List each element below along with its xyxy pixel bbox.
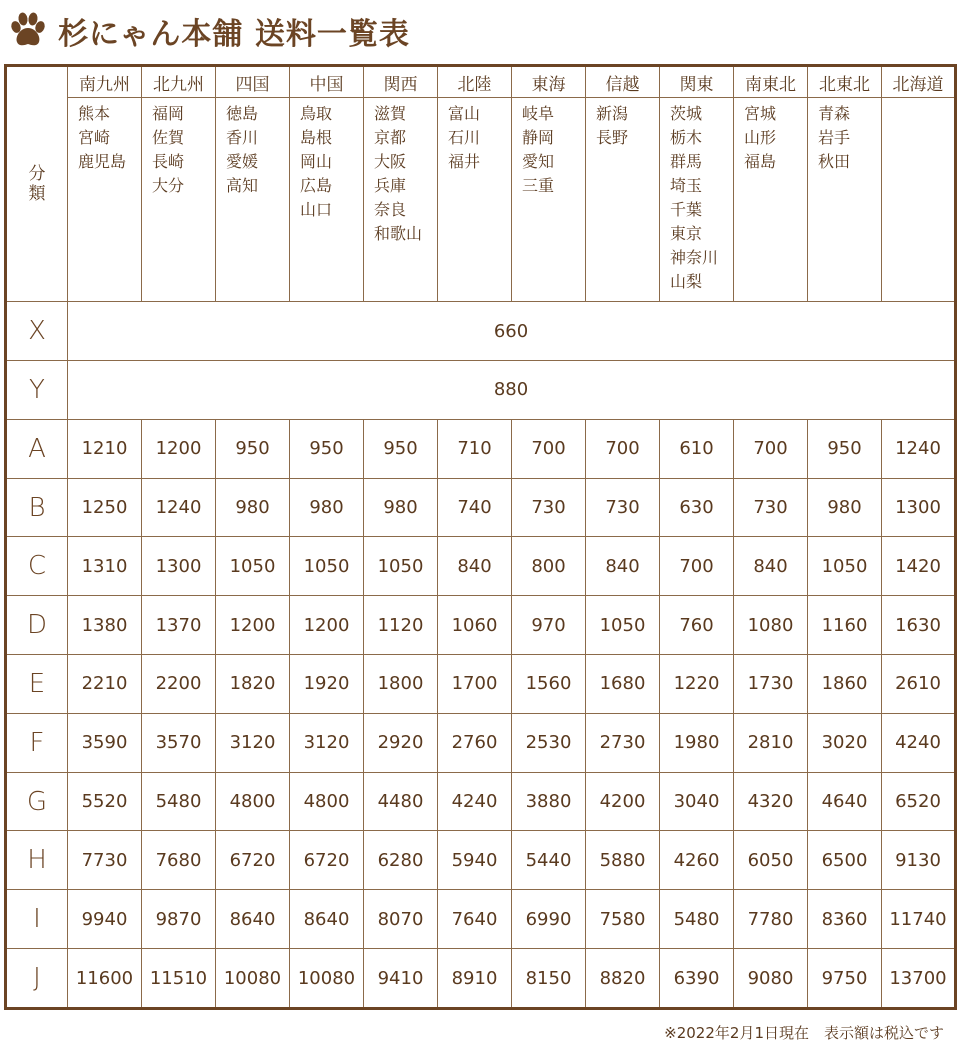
prefecture-name: 大阪 xyxy=(374,152,407,172)
rate-cell: 730 xyxy=(512,478,586,537)
region-header: 信越 xyxy=(586,66,660,98)
rate-cell: 4200 xyxy=(586,772,660,831)
rate-cell: 3040 xyxy=(660,772,734,831)
prefecture-name: 福井 xyxy=(448,152,481,172)
rate-cell: 1200 xyxy=(290,596,364,655)
rate-cell: 8640 xyxy=(290,890,364,949)
rate-cell: 8360 xyxy=(808,890,882,949)
rate-cell: 4320 xyxy=(734,772,808,831)
rate-cell: 7640 xyxy=(438,890,512,949)
rate-cell: 8820 xyxy=(586,949,660,1009)
rate-cell: 4640 xyxy=(808,772,882,831)
rate-cell: 4480 xyxy=(364,772,438,831)
prefecture-cell xyxy=(660,98,734,302)
rate-cell: 700 xyxy=(586,419,660,478)
rate-cell: 3590 xyxy=(68,713,142,772)
rate-cell: 1980 xyxy=(660,713,734,772)
rate-cell: 980 xyxy=(808,478,882,537)
rate-cell: 1220 xyxy=(660,655,734,714)
region-header: 南九州 xyxy=(68,66,142,98)
prefecture-cell xyxy=(808,98,882,302)
flat-rate-value: 880 xyxy=(68,361,956,420)
category-label-text: 分類 xyxy=(28,164,46,205)
row-label: Y xyxy=(6,361,68,420)
rate-cell: 2210 xyxy=(68,655,142,714)
rate-cell: 840 xyxy=(734,537,808,596)
rate-cell: 4800 xyxy=(216,772,290,831)
rate-cell: 970 xyxy=(512,596,586,655)
rate-cell: 8150 xyxy=(512,949,586,1009)
footer-note: ※2022年2月1日現在 表示額は税込です xyxy=(664,1024,944,1042)
prefecture-name: 徳島 xyxy=(226,104,259,124)
prefecture-name: 愛媛 xyxy=(226,152,259,172)
flat-rate-row xyxy=(6,302,956,361)
rate-cell: 1050 xyxy=(216,537,290,596)
rate-cell: 1420 xyxy=(882,537,956,596)
rate-cell: 8910 xyxy=(438,949,512,1009)
rate-cell: 5440 xyxy=(512,831,586,890)
rate-cell: 980 xyxy=(216,478,290,537)
row-label: H xyxy=(6,831,68,890)
rate-cell: 1050 xyxy=(586,596,660,655)
prefecture-name: 神奈川 xyxy=(670,248,719,268)
rate-cell: 10080 xyxy=(216,949,290,1009)
rate-cell: 1300 xyxy=(142,537,216,596)
rate-cell: 950 xyxy=(290,419,364,478)
rate-cell: 630 xyxy=(660,478,734,537)
prefecture-name: 山口 xyxy=(300,200,333,220)
prefecture-name: 福島 xyxy=(744,152,777,172)
rate-cell: 1240 xyxy=(882,419,956,478)
region-header-row xyxy=(6,66,956,98)
rate-cell: 1050 xyxy=(808,537,882,596)
prefecture-name: 島根 xyxy=(300,128,333,148)
rate-cell: 9410 xyxy=(364,949,438,1009)
rate-cell: 700 xyxy=(660,537,734,596)
rate-cell: 1300 xyxy=(882,478,956,537)
row-label: D xyxy=(6,596,68,655)
rate-cell: 5480 xyxy=(660,890,734,949)
rate-cell: 3120 xyxy=(290,713,364,772)
rate-cell: 1160 xyxy=(808,596,882,655)
prefecture-name: 三重 xyxy=(522,176,555,196)
rate-cell: 1240 xyxy=(142,478,216,537)
rate-cell: 980 xyxy=(290,478,364,537)
rate-cell: 840 xyxy=(438,537,512,596)
prefecture-name: 広島 xyxy=(300,176,333,196)
rate-cell: 4260 xyxy=(660,831,734,890)
rate-cell: 1250 xyxy=(68,478,142,537)
row-label: I xyxy=(6,890,68,949)
prefecture-name: 青森 xyxy=(818,104,851,124)
rate-cell: 950 xyxy=(364,419,438,478)
rate-cell: 740 xyxy=(438,478,512,537)
rate-row xyxy=(6,419,956,478)
prefecture-name: 群馬 xyxy=(670,152,703,172)
rate-cell: 1120 xyxy=(364,596,438,655)
region-header: 南東北 xyxy=(734,66,808,98)
prefecture-name: 千葉 xyxy=(670,200,703,220)
prefecture-name: 佐賀 xyxy=(152,128,185,148)
rate-cell: 9750 xyxy=(808,949,882,1009)
rate-cell: 9940 xyxy=(68,890,142,949)
row-label: G xyxy=(6,772,68,831)
rate-cell: 2760 xyxy=(438,713,512,772)
prefecture-name: 愛知 xyxy=(522,152,555,172)
rate-cell: 7580 xyxy=(586,890,660,949)
region-header: 東海 xyxy=(512,66,586,98)
rate-cell: 6050 xyxy=(734,831,808,890)
prefecture-name: 岩手 xyxy=(818,128,851,148)
rate-cell: 1730 xyxy=(734,655,808,714)
rate-cell: 1800 xyxy=(364,655,438,714)
rate-cell: 4800 xyxy=(290,772,364,831)
rate-cell: 1370 xyxy=(142,596,216,655)
prefecture-cell xyxy=(882,98,956,302)
header xyxy=(8,6,410,56)
rate-cell: 1680 xyxy=(586,655,660,714)
rate-row xyxy=(6,949,956,1009)
rate-cell: 1200 xyxy=(216,596,290,655)
region-header: 北東北 xyxy=(808,66,882,98)
paw-icon xyxy=(8,11,48,51)
rate-cell: 7680 xyxy=(142,831,216,890)
rate-cell: 4240 xyxy=(438,772,512,831)
rate-row xyxy=(6,831,956,890)
prefecture-name: 滋賀 xyxy=(374,104,407,124)
prefecture-cell xyxy=(734,98,808,302)
rate-cell: 6500 xyxy=(808,831,882,890)
rate-cell: 11740 xyxy=(882,890,956,949)
page-title: 杉にゃん本舗 送料一覧表 xyxy=(58,17,410,52)
rate-row xyxy=(6,596,956,655)
prefecture-name: 長野 xyxy=(596,128,629,148)
rate-row xyxy=(6,772,956,831)
region-header: 北九州 xyxy=(142,66,216,98)
rate-row xyxy=(6,713,956,772)
prefecture-row xyxy=(6,98,956,302)
prefecture-name: 宮崎 xyxy=(78,128,111,148)
prefecture-name: 鳥取 xyxy=(300,104,333,124)
region-header: 北海道 xyxy=(882,66,956,98)
rate-cell: 980 xyxy=(364,478,438,537)
row-label: B xyxy=(6,478,68,537)
category-label xyxy=(6,66,68,302)
rate-cell: 9080 xyxy=(734,949,808,1009)
rate-row xyxy=(6,655,956,714)
rate-cell: 1050 xyxy=(290,537,364,596)
prefecture-name: 栃木 xyxy=(670,128,703,148)
row-label: J xyxy=(6,949,68,1009)
rate-cell: 950 xyxy=(808,419,882,478)
rate-cell: 3880 xyxy=(512,772,586,831)
rate-cell: 1080 xyxy=(734,596,808,655)
prefecture-name: 静岡 xyxy=(522,128,555,148)
prefecture-cell xyxy=(364,98,438,302)
row-label: E xyxy=(6,655,68,714)
prefecture-name: 大分 xyxy=(152,176,185,196)
rate-cell: 7730 xyxy=(68,831,142,890)
rate-cell: 3120 xyxy=(216,713,290,772)
prefecture-name: 茨城 xyxy=(670,104,703,124)
prefecture-name: 埼玉 xyxy=(670,176,703,196)
prefecture-cell xyxy=(142,98,216,302)
prefecture-cell xyxy=(586,98,660,302)
prefecture-name: 熊本 xyxy=(78,104,111,124)
prefecture-name: 奈良 xyxy=(374,200,407,220)
prefecture-cell xyxy=(290,98,364,302)
rate-cell: 5480 xyxy=(142,772,216,831)
prefecture-name: 秋田 xyxy=(818,152,851,172)
rate-cell: 1860 xyxy=(808,655,882,714)
prefecture-name: 岐阜 xyxy=(522,104,555,124)
rate-cell: 1310 xyxy=(68,537,142,596)
rate-cell: 5940 xyxy=(438,831,512,890)
rate-cell: 1630 xyxy=(882,596,956,655)
rate-cell: 700 xyxy=(734,419,808,478)
prefecture-name: 山梨 xyxy=(670,272,703,292)
rate-cell: 2730 xyxy=(586,713,660,772)
rate-cell: 1920 xyxy=(290,655,364,714)
rate-cell: 710 xyxy=(438,419,512,478)
rate-cell: 1200 xyxy=(142,419,216,478)
rate-cell: 2200 xyxy=(142,655,216,714)
prefecture-cell xyxy=(216,98,290,302)
rate-cell: 8070 xyxy=(364,890,438,949)
shipping-table xyxy=(4,64,957,1010)
prefecture-name: 山形 xyxy=(744,128,777,148)
prefecture-cell xyxy=(512,98,586,302)
prefecture-name: 岡山 xyxy=(300,152,333,172)
rate-row xyxy=(6,537,956,596)
rate-cell: 9130 xyxy=(882,831,956,890)
rate-cell: 6990 xyxy=(512,890,586,949)
rate-cell: 2810 xyxy=(734,713,808,772)
region-header: 関西 xyxy=(364,66,438,98)
region-header: 北陸 xyxy=(438,66,512,98)
flat-rate-row xyxy=(6,361,956,420)
row-label: X xyxy=(6,302,68,361)
rate-cell: 1820 xyxy=(216,655,290,714)
rate-cell: 760 xyxy=(660,596,734,655)
prefecture-name: 東京 xyxy=(670,224,703,244)
rate-cell: 3570 xyxy=(142,713,216,772)
rate-cell: 1050 xyxy=(364,537,438,596)
prefecture-name: 和歌山 xyxy=(374,224,423,244)
rate-cell: 3020 xyxy=(808,713,882,772)
rate-cell: 2610 xyxy=(882,655,956,714)
prefecture-name: 長崎 xyxy=(152,152,185,172)
rate-cell: 7780 xyxy=(734,890,808,949)
rate-cell: 1700 xyxy=(438,655,512,714)
rate-cell: 2920 xyxy=(364,713,438,772)
rate-cell: 13700 xyxy=(882,949,956,1009)
prefecture-name: 香川 xyxy=(226,128,259,148)
rate-cell: 1560 xyxy=(512,655,586,714)
region-header: 関東 xyxy=(660,66,734,98)
rate-cell: 9870 xyxy=(142,890,216,949)
prefecture-name: 石川 xyxy=(448,128,481,148)
rate-cell: 800 xyxy=(512,537,586,596)
prefecture-cell xyxy=(438,98,512,302)
rate-cell: 8640 xyxy=(216,890,290,949)
rate-cell: 10080 xyxy=(290,949,364,1009)
rate-cell: 6280 xyxy=(364,831,438,890)
prefecture-name: 京都 xyxy=(374,128,407,148)
rate-row xyxy=(6,890,956,949)
prefecture-name: 宮城 xyxy=(744,104,777,124)
rate-cell: 6390 xyxy=(660,949,734,1009)
rate-cell: 6720 xyxy=(290,831,364,890)
rate-cell: 1060 xyxy=(438,596,512,655)
rate-cell: 6720 xyxy=(216,831,290,890)
rate-cell: 840 xyxy=(586,537,660,596)
rate-cell: 730 xyxy=(586,478,660,537)
rate-cell: 700 xyxy=(512,419,586,478)
rate-cell: 6520 xyxy=(882,772,956,831)
rate-cell: 610 xyxy=(660,419,734,478)
rate-cell: 730 xyxy=(734,478,808,537)
rate-cell: 1210 xyxy=(68,419,142,478)
rate-cell: 5880 xyxy=(586,831,660,890)
rate-cell: 11600 xyxy=(68,949,142,1009)
prefecture-name: 高知 xyxy=(226,176,259,196)
row-label: C xyxy=(6,537,68,596)
rate-cell: 1380 xyxy=(68,596,142,655)
rate-cell: 5520 xyxy=(68,772,142,831)
shipping-table-wrap xyxy=(4,64,956,1010)
prefecture-cell xyxy=(68,98,142,302)
rate-cell: 11510 xyxy=(142,949,216,1009)
rate-cell: 950 xyxy=(216,419,290,478)
region-header: 四国 xyxy=(216,66,290,98)
prefecture-name: 兵庫 xyxy=(374,176,407,196)
region-header: 中国 xyxy=(290,66,364,98)
prefecture-name: 鹿児島 xyxy=(78,152,127,172)
row-label: F xyxy=(6,713,68,772)
prefecture-name: 福岡 xyxy=(152,104,185,124)
prefecture-name: 新潟 xyxy=(596,104,629,124)
flat-rate-value: 660 xyxy=(68,302,956,361)
row-label: A xyxy=(6,419,68,478)
rate-row xyxy=(6,478,956,537)
prefecture-name: 富山 xyxy=(448,104,481,124)
rate-cell: 4240 xyxy=(882,713,956,772)
rate-cell: 2530 xyxy=(512,713,586,772)
